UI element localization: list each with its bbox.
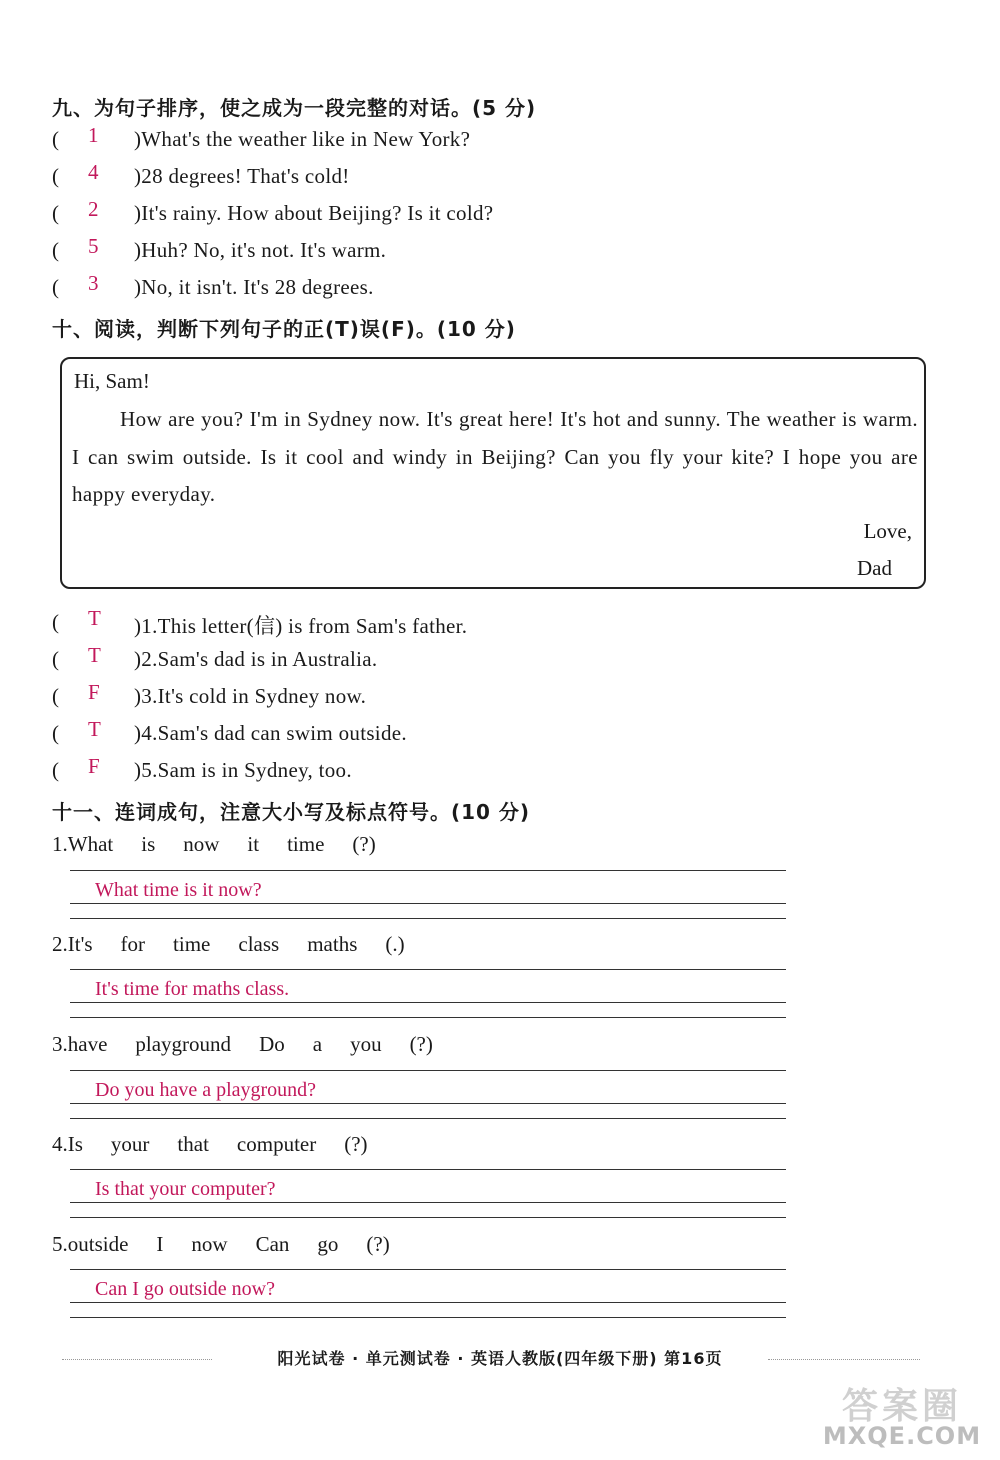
s10-text-3: )3.It's cold in Sydney now. xyxy=(134,684,367,708)
word: 4.Is xyxy=(52,1132,83,1156)
s11-answer-4: Is that your computer? xyxy=(95,1178,276,1200)
answer-line xyxy=(70,1317,786,1318)
watermark-logo xyxy=(816,1378,988,1454)
watermark-cn: 答案圈 xyxy=(841,1386,962,1427)
word: time xyxy=(173,932,211,956)
s10-text-1: )1.This letter(信) is from Sam's father. xyxy=(134,614,468,638)
answer-line xyxy=(70,1017,786,1018)
s9-text-4: )Huh? No, it's not. It's warm. xyxy=(134,238,387,262)
letter-signature: Dad xyxy=(857,556,892,580)
section-11-title: 十一、连词成句，注意大小写及标点符号。(10 分) xyxy=(52,800,531,824)
paren: ( xyxy=(52,684,59,708)
paren: ( xyxy=(52,647,59,671)
word: that xyxy=(177,1132,209,1156)
word: time xyxy=(287,832,325,856)
section-10-title: 十、阅读，判断下列句子的正(T)误(F)。(10 分) xyxy=(52,317,516,341)
word: your xyxy=(110,1132,150,1156)
answer-line xyxy=(70,1070,786,1071)
answer-line xyxy=(70,1118,786,1119)
word: 3.have xyxy=(52,1032,108,1056)
letter-closing: Love, xyxy=(863,519,912,543)
s11-answer-5: Can I go outside now? xyxy=(95,1278,275,1300)
s9-text-2: )28 degrees! That's cold! xyxy=(134,164,350,188)
s9-text-3: )It's rainy. How about Beijing? Is it cold? xyxy=(134,201,494,225)
s10-answer-3: F xyxy=(88,680,100,704)
answer-line xyxy=(70,1002,786,1003)
answer-line xyxy=(70,1202,786,1203)
s11-words-3 xyxy=(52,1032,461,1057)
answer-line xyxy=(70,969,786,970)
word: (?) xyxy=(409,1032,433,1056)
s10-answer-1: T xyxy=(88,606,101,630)
word: class xyxy=(238,932,280,956)
letter-greeting: Hi, Sam! xyxy=(74,369,150,393)
s10-text-4: )4.Sam's dad can swim outside. xyxy=(134,721,407,745)
s10-answer-4: T xyxy=(88,717,101,741)
s10-answer-5: F xyxy=(88,754,100,778)
s9-answer-5: 3 xyxy=(88,271,99,295)
paren: ( xyxy=(52,610,59,634)
answer-line xyxy=(70,903,786,904)
word: 5.outside xyxy=(52,1232,129,1256)
paren: ( xyxy=(52,127,59,151)
word: go xyxy=(317,1232,339,1256)
word: (?) xyxy=(344,1132,368,1156)
s11-words-5 xyxy=(52,1232,418,1257)
s11-answer-1: What time is it now? xyxy=(95,879,262,901)
watermark-url: MXQE.COM xyxy=(822,1422,982,1450)
paren: ( xyxy=(52,164,59,188)
section-9-title: 九、为句子排序，使之成为一段完整的对话。(5 分) xyxy=(52,96,537,120)
word: it xyxy=(247,832,260,856)
word: (?) xyxy=(366,1232,390,1256)
s9-text-1: )What's the weather like in New York? xyxy=(134,127,471,151)
answer-line xyxy=(70,1103,786,1104)
s9-answer-2: 4 xyxy=(88,160,99,184)
word: now xyxy=(183,832,220,856)
word: is xyxy=(141,832,156,856)
paren: ( xyxy=(52,201,59,225)
answer-line xyxy=(70,870,786,871)
word: now xyxy=(191,1232,228,1256)
answer-line xyxy=(70,1302,786,1303)
word: (.) xyxy=(385,932,405,956)
page-footer: 阳光试卷 · 单元测试卷 · 英语人教版(四年级下册) 第16页 xyxy=(277,1349,723,1368)
word: for xyxy=(120,932,146,956)
paren: ( xyxy=(52,721,59,745)
word: Do xyxy=(259,1032,285,1056)
letter-body: How are you? I'm in Sydney now. It's great here! It's hot and sunny. The weather is warm. I can swim outside. Is it cool and windy in Beijing? Can you fly your kite? I hope you are happy everyday. xyxy=(72,407,918,506)
word: you xyxy=(350,1032,382,1056)
paren: ( xyxy=(52,758,59,782)
paren: ( xyxy=(52,238,59,262)
s11-words-4 xyxy=(52,1132,396,1157)
s9-answer-3: 2 xyxy=(88,197,99,221)
word: Can xyxy=(255,1232,290,1256)
s10-text-2: )2.Sam's dad is in Australia. xyxy=(134,647,378,671)
s9-text-5: )No, it isn't. It's 28 degrees. xyxy=(134,275,374,299)
letter-box xyxy=(60,357,926,589)
s10-text-5: )5.Sam is in Sydney, too. xyxy=(134,758,352,782)
word: 2.It's xyxy=(52,932,93,956)
paren: ( xyxy=(52,275,59,299)
s9-answer-1: 1 xyxy=(88,123,99,147)
word: computer xyxy=(236,1132,317,1156)
word: I xyxy=(156,1232,164,1256)
answer-line xyxy=(70,1269,786,1270)
word: 1.What xyxy=(52,832,114,856)
s11-words-1 xyxy=(52,832,404,857)
s11-answer-2: It's time for maths class. xyxy=(95,978,290,1000)
answer-line xyxy=(70,918,786,919)
s11-answer-3: Do you have a playground? xyxy=(95,1079,317,1101)
word: maths xyxy=(307,932,358,956)
s9-answer-4: 5 xyxy=(88,234,99,258)
word: (?) xyxy=(352,832,376,856)
word: a xyxy=(312,1032,323,1056)
word: playground xyxy=(135,1032,232,1056)
answer-line xyxy=(70,1217,786,1218)
s11-words-2 xyxy=(52,932,433,957)
s10-answer-2: T xyxy=(88,643,101,667)
answer-line xyxy=(70,1169,786,1170)
